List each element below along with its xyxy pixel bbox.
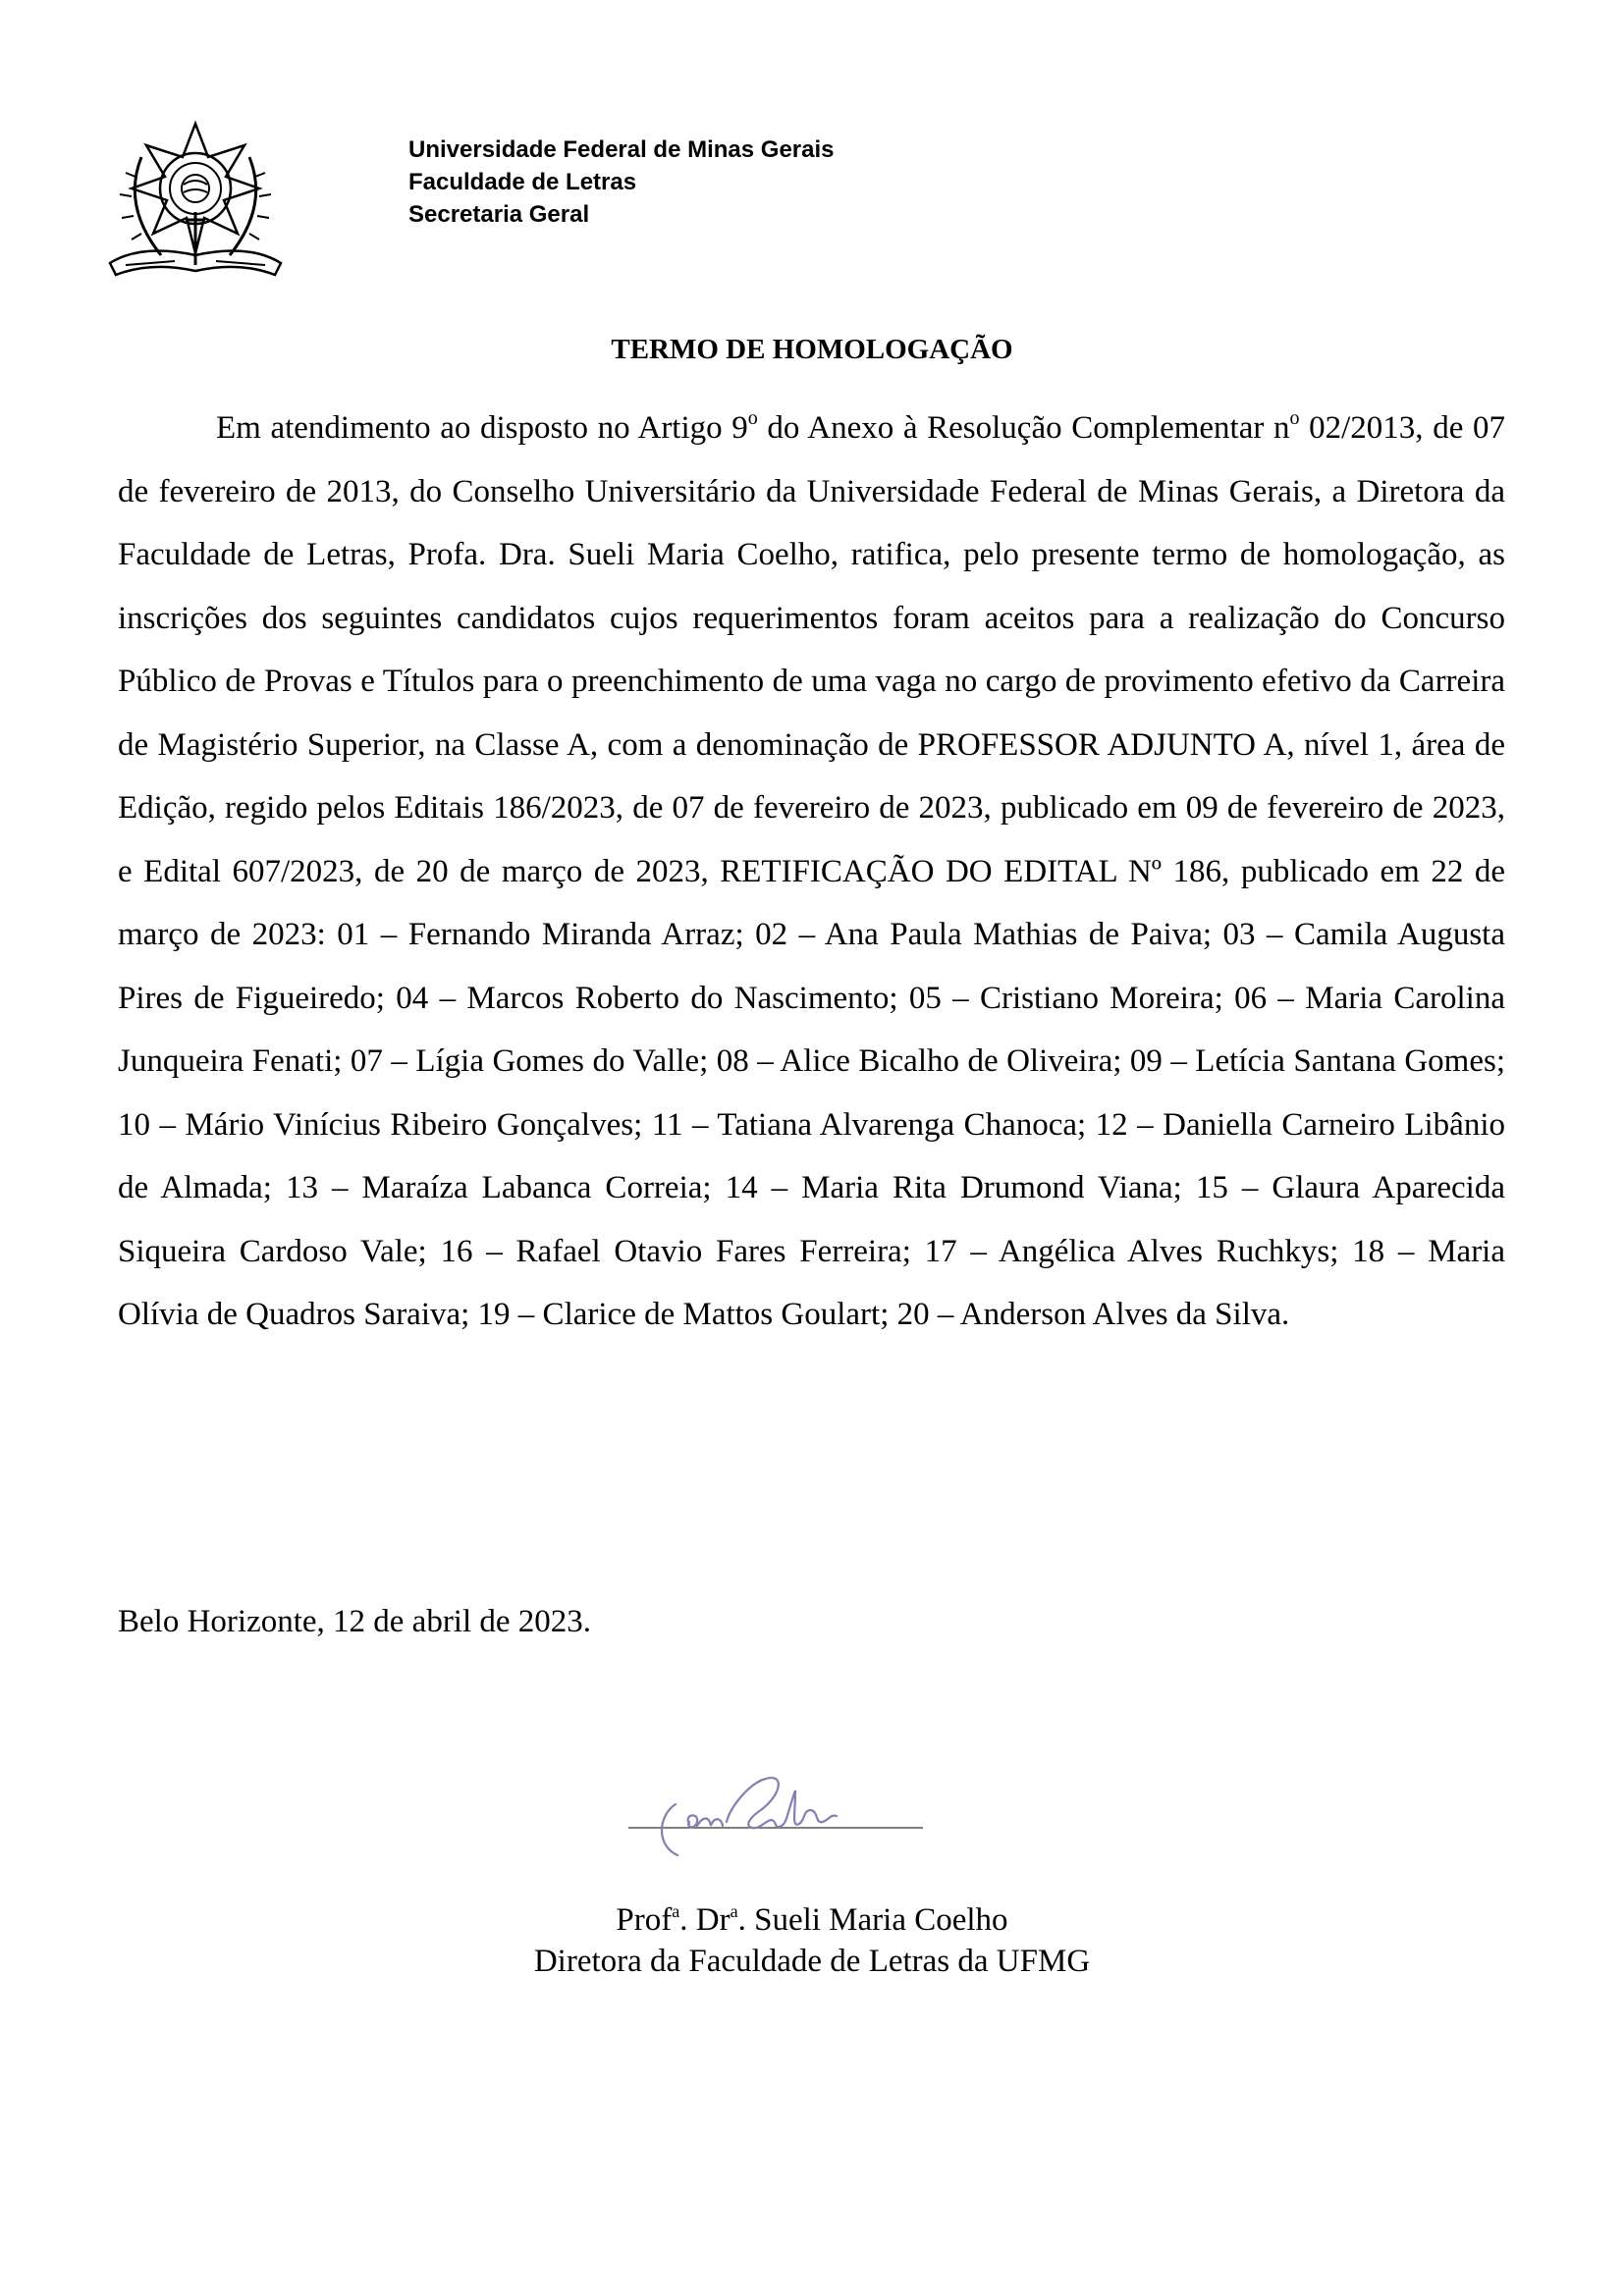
institution-header <box>408 133 835 231</box>
signer-name-text: . Sueli Maria Coelho <box>737 1902 1008 1938</box>
institution-department: Secretaria Geral <box>408 201 590 228</box>
ordinal-superscript: o <box>747 407 758 429</box>
signer-title-sup: a <box>672 1901 680 1921</box>
signer-title-part: Prof <box>616 1902 673 1938</box>
brasao-republica-icon <box>102 118 289 285</box>
institution-university: Universidade Federal de Minas Gerais <box>408 136 835 163</box>
body-paragraph <box>118 397 1505 1347</box>
signer-role: Diretora da Faculdade de Letras da UFMG <box>533 1944 1091 1979</box>
document-title: TERMO DE HOMOLOGAÇÃO <box>611 334 1013 365</box>
handwritten-signature <box>628 1767 923 1875</box>
ordinal-superscript: o <box>1289 407 1300 429</box>
signer-title-part: . Dr <box>679 1902 731 1938</box>
signer-block <box>432 1899 1192 1982</box>
body-text-part3: 02/2013, de 07 de fevereiro de 2013, do Conselho Universitário da Universidade Federal de Minas Gerais, a Diretora da Faculdade de Letras, Profa. Dra. Sueli Maria Coelho, ratifica, pelo presente termo de homologação, as inscrições dos seguintes candidatos cujos requerimentos foram aceitos para a realização do Concurso Público de Provas e Títulos para o preenchimento de uma vaga no cargo de provimento efetivo da Carreira de Magistério Superior, na Classe A, com a denominação de PROFESSOR ADJUNTO A, nível 1, área de Edição, regido pelos Editais 186/2023, de 07 de fevereiro de 2023, publicado em 09 de fevereiro de 2023, e Edital 607/2023, de 20 de março de 2023, RETIFICAÇÃO DO EDITAL Nº 186, publicado em 22 de março de 2023: 01 – Fernando Miranda Arraz; 02 – Ana Paula Mathias de Paiva; 03 – Camila Augusta Pires de Figueiredo; 04 – Marcos Roberto do Nascimento; 05 – Cristiano Moreira; 06 – Maria Carolina Junqueira Fenati; 07 – Lígia Gomes do Valle; 08 – Alice Bicalho de Oliveira; 09 – Letícia Santana Gomes; 10 – Mário Vinícius Ribeiro Gonçalves; 11 – Tatiana Alvarenga Chanoca; 12 – Daniella Carneiro Libânio de Almada; 13 – Maraíza Labanca Correia; 14 – Maria Rita Drumond Viana; 15 – Glaura Aparecida Siqueira Cardoso Vale; 16 – Rafael Otavio Fares Ferreira; 17 – Angélica Alves Ruchkys; 18 – Maria Olívia de Quadros Saraiva; 19 – Clarice de Mattos Goulart; 20 – Anderson Alves da Silva. <box>118 410 1505 1332</box>
body-text-part1: Em atendimento ao disposto no Artigo 9 <box>216 410 748 446</box>
body-text-part2: do Anexo à Resolução Complementar n <box>757 410 1290 446</box>
institution-faculty: Faculdade de Letras <box>408 169 637 195</box>
signer-title-sup: a <box>730 1901 738 1921</box>
place-date: Belo Horizonte, 12 de abril de 2023. <box>118 1604 592 1639</box>
document-body <box>118 397 1505 1347</box>
signer-name <box>432 1899 1192 1941</box>
